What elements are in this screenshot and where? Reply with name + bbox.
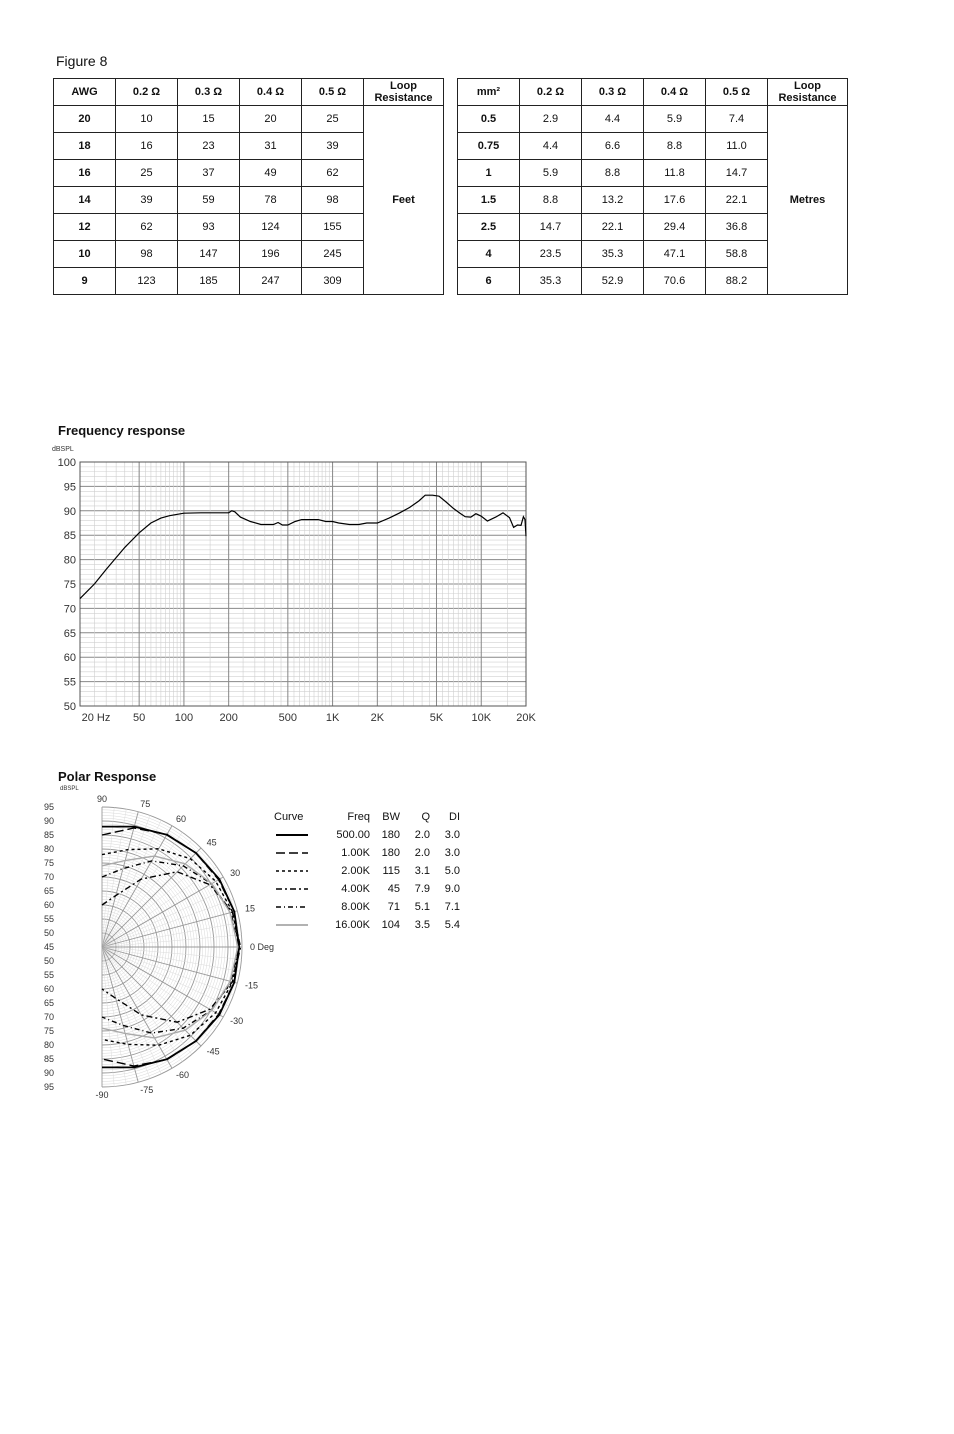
value-cell: 7.4 [706, 106, 768, 133]
legend-bw: 115 [382, 865, 400, 877]
y-tick-label: 70 [63, 603, 76, 616]
value-cell: 245 [302, 241, 364, 268]
polar-spoke [102, 947, 138, 1082]
y-tick-label: 55 [63, 676, 76, 689]
value-cell: 78 [240, 187, 302, 214]
legend-freq: 2.00K [341, 865, 370, 877]
legend-freq: 500.00 [336, 829, 370, 841]
row-label-cell: 12 [54, 214, 116, 241]
header-mm2: mm² [458, 79, 520, 106]
y-tick-label: 80 [63, 554, 76, 567]
row-label-cell: 0.75 [458, 133, 520, 160]
value-cell: 62 [302, 160, 364, 187]
table-row [54, 106, 444, 133]
value-cell: 23.5 [520, 241, 582, 268]
polar-response-title: Polar Response [58, 769, 157, 784]
legend-q: 7.9 [414, 883, 430, 895]
value-cell: 59 [178, 187, 240, 214]
table-row [458, 106, 848, 133]
x-tick-label: 20K [516, 712, 536, 724]
x-tick-label: 50 [133, 712, 146, 724]
value-cell: 8.8 [644, 133, 706, 160]
legend-header-freq: Freq [347, 811, 370, 823]
row-label-cell: 18 [54, 133, 116, 160]
value-cell: 4.4 [582, 106, 644, 133]
value-cell: 31 [240, 133, 302, 160]
value-cell: 58.8 [706, 241, 768, 268]
legend-di: 3.0 [444, 829, 460, 841]
polar-angle-label: -90 [95, 1090, 109, 1100]
value-cell: 88.2 [706, 268, 768, 295]
y-tick-label: 60 [63, 652, 76, 665]
legend-bw: 180 [381, 847, 400, 859]
value-cell: 185 [178, 268, 240, 295]
polar-db-label: 60 [44, 900, 55, 910]
value-cell: 98 [302, 187, 364, 214]
polar-angle-label: -75 [140, 1084, 154, 1095]
legend-header-q: Q [421, 811, 430, 823]
legend-di: 5.0 [444, 865, 460, 877]
value-cell: 2.9 [520, 106, 582, 133]
legend-row [270, 844, 464, 862]
value-cell: 25 [116, 160, 178, 187]
header-loop-resistance: Loop Resistance [768, 79, 848, 106]
polar-db-label: 80 [44, 844, 55, 854]
legend-q: 2.0 [414, 829, 430, 841]
y-tick-label: 65 [63, 627, 76, 640]
value-cell: 62 [116, 214, 178, 241]
header-0-4-ohm: 0.4 Ω [644, 79, 706, 106]
value-cell: 93 [178, 214, 240, 241]
row-label-cell: 20 [54, 106, 116, 133]
polar-spoke [102, 812, 138, 947]
value-cell: 29.4 [644, 214, 706, 241]
row-label-cell: 9 [54, 268, 116, 295]
legend-line-sample [270, 844, 322, 862]
header-awg: AWG [54, 79, 116, 106]
value-cell: 39 [116, 187, 178, 214]
value-cell: 70.6 [644, 268, 706, 295]
legend-di: 3.0 [444, 847, 460, 859]
polar-db-label: 95 [44, 802, 55, 812]
header-0-3-ohm: 0.3 Ω [178, 79, 240, 106]
value-cell: 309 [302, 268, 364, 295]
polar-response-chart [40, 782, 280, 1112]
polar-db-label: 50 [44, 956, 55, 966]
polar-angle-label: -45 [206, 1046, 220, 1057]
x-tick-label: 2K [370, 712, 385, 724]
x-tick-label: 200 [219, 712, 238, 724]
figure-label: Figure 8 [56, 53, 108, 69]
polar-angle-label: 60 [176, 813, 187, 824]
x-tick-label: 20 Hz [81, 712, 111, 724]
value-cell: 123 [116, 268, 178, 295]
table-header-row [54, 79, 444, 106]
polar-legend [270, 808, 464, 934]
value-cell: 14.7 [706, 160, 768, 187]
legend-bw: 104 [381, 919, 400, 931]
polar-db-label: 50 [44, 928, 55, 938]
value-cell: 98 [116, 241, 178, 268]
polar-db-label: 80 [44, 1040, 55, 1050]
legend-freq: 1.00K [341, 847, 370, 859]
header-0-5-ohm: 0.5 Ω [302, 79, 364, 106]
legend-row [270, 826, 464, 844]
legend-q: 3.5 [414, 919, 430, 931]
value-cell: 20 [240, 106, 302, 133]
value-cell: 15 [178, 106, 240, 133]
header-0-2-ohm: 0.2 Ω [116, 79, 178, 106]
y-tick-label: 90 [63, 505, 76, 518]
y-tick-label: 85 [63, 530, 76, 543]
polar-db-label: 55 [44, 914, 55, 924]
table-header-row [458, 79, 848, 106]
legend-bw: 71 [387, 901, 400, 913]
header-0-4-ohm: 0.4 Ω [240, 79, 302, 106]
legend-q: 2.0 [414, 847, 430, 859]
polar-spoke [102, 911, 237, 947]
value-cell: 37 [178, 160, 240, 187]
polar-db-label: 70 [44, 872, 55, 882]
polar-angle-label: 75 [140, 799, 151, 810]
polar-angle-label: 90 [96, 794, 108, 804]
polar-angle-label: 30 [230, 868, 241, 878]
row-label-cell: 10 [54, 241, 116, 268]
value-cell: 36.8 [706, 214, 768, 241]
polar-angle-label: 0 Deg [250, 942, 275, 952]
value-cell: 8.8 [520, 187, 582, 214]
polar-angle-label: 15 [244, 903, 255, 914]
legend-q: 3.1 [414, 865, 430, 877]
legend-line-sample [270, 916, 322, 934]
value-cell: 52.9 [582, 268, 644, 295]
polar-db-label: 90 [44, 816, 55, 826]
polar-db-label: 55 [44, 970, 55, 980]
row-label-cell: 4 [458, 241, 520, 268]
legend-line-sample [270, 880, 322, 898]
polar-angle-label: 45 [206, 837, 217, 848]
value-cell: 11.8 [644, 160, 706, 187]
value-cell: 10 [116, 106, 178, 133]
legend-row [270, 916, 464, 934]
unit-label-cell: Feet [364, 106, 444, 295]
polar-db-label: 60 [44, 984, 55, 994]
value-cell: 14.7 [520, 214, 582, 241]
value-cell: 5.9 [520, 160, 582, 187]
value-cell: 22.1 [706, 187, 768, 214]
value-cell: 35.3 [520, 268, 582, 295]
value-cell: 11.0 [706, 133, 768, 160]
header-0-3-ohm: 0.3 Ω [582, 79, 644, 106]
value-cell: 35.3 [582, 241, 644, 268]
row-label-cell: 16 [54, 160, 116, 187]
polar-spoke [102, 947, 237, 983]
value-cell: 247 [240, 268, 302, 295]
value-cell: 6.6 [582, 133, 644, 160]
x-tick-label: 5K [429, 712, 444, 724]
value-cell: 23 [178, 133, 240, 160]
y-tick-label: 95 [63, 481, 76, 494]
value-cell: 5.9 [644, 106, 706, 133]
row-label-cell: 0.5 [458, 106, 520, 133]
legend-row [270, 898, 464, 916]
frequency-response-chart [40, 440, 560, 730]
polar-db-label: 45 [44, 942, 55, 952]
y-tick-label: 100 [57, 457, 76, 469]
legend-header-di: DI [449, 811, 460, 823]
x-tick-label: 10K [471, 712, 492, 724]
header-loop-resistance: Loop Resistance [364, 79, 444, 106]
header-0-2-ohm: 0.2 Ω [520, 79, 582, 106]
frequency-response-title: Frequency response [58, 423, 186, 438]
polar-angle-label: -15 [244, 980, 258, 991]
polar-angle-label: -60 [176, 1070, 190, 1081]
legend-row [270, 862, 464, 880]
polar-db-label: 65 [44, 886, 55, 896]
value-cell: 124 [240, 214, 302, 241]
polar-db-label: 70 [44, 1012, 55, 1022]
polar-db-label: 85 [44, 830, 55, 840]
polar-angle-label: -30 [230, 1016, 244, 1026]
polar-db-label: 95 [44, 1082, 55, 1092]
legend-row [270, 880, 464, 898]
unit-label-cell: Metres [768, 106, 848, 295]
value-cell: 17.6 [644, 187, 706, 214]
value-cell: 49 [240, 160, 302, 187]
awg-wire-table [53, 78, 444, 295]
legend-header-row [270, 808, 464, 826]
legend-line-sample [270, 862, 322, 880]
value-cell: 8.8 [582, 160, 644, 187]
legend-bw: 45 [387, 883, 400, 895]
value-cell: 47.1 [644, 241, 706, 268]
value-cell: 196 [240, 241, 302, 268]
polar-db-label: 85 [44, 1054, 55, 1064]
legend-di: 7.1 [444, 901, 460, 913]
legend-freq: 8.00K [341, 901, 370, 913]
value-cell: 22.1 [582, 214, 644, 241]
row-label-cell: 1.5 [458, 187, 520, 214]
value-cell: 4.4 [520, 133, 582, 160]
polar-db-label: 90 [44, 1068, 55, 1078]
row-label-cell: 1 [458, 160, 520, 187]
legend-line-sample [270, 826, 322, 844]
legend-header-bw: BW [382, 811, 400, 823]
y-tick-label: 50 [63, 701, 76, 713]
polar-db-label: 75 [44, 858, 55, 868]
value-cell: 155 [302, 214, 364, 241]
polar-db-label: 65 [44, 998, 55, 1008]
legend-di: 5.4 [444, 919, 460, 931]
legend-q: 5.1 [414, 901, 430, 913]
row-label-cell: 14 [54, 187, 116, 214]
value-cell: 25 [302, 106, 364, 133]
legend-bw: 180 [381, 829, 400, 841]
y-unit-label: dBSPL [52, 446, 74, 453]
legend-header-curve: Curve [274, 811, 304, 823]
x-tick-label: 1K [325, 712, 340, 724]
value-cell: 39 [302, 133, 364, 160]
mm2-wire-table [457, 78, 848, 295]
value-cell: 147 [178, 241, 240, 268]
polar-db-label: 75 [44, 1026, 55, 1036]
header-0-5-ohm: 0.5 Ω [706, 79, 768, 106]
row-label-cell: 2.5 [458, 214, 520, 241]
polar-unit-label: dBSPL [60, 786, 79, 792]
legend-freq: 4.00K [341, 883, 370, 895]
row-label-cell: 6 [458, 268, 520, 295]
y-tick-label: 75 [63, 579, 76, 591]
legend-freq: 16.00K [335, 919, 370, 931]
legend-line-sample [270, 898, 322, 916]
value-cell: 16 [116, 133, 178, 160]
legend-di: 9.0 [444, 883, 460, 895]
x-tick-label: 100 [174, 712, 194, 724]
x-tick-label: 500 [278, 712, 298, 724]
value-cell: 13.2 [582, 187, 644, 214]
